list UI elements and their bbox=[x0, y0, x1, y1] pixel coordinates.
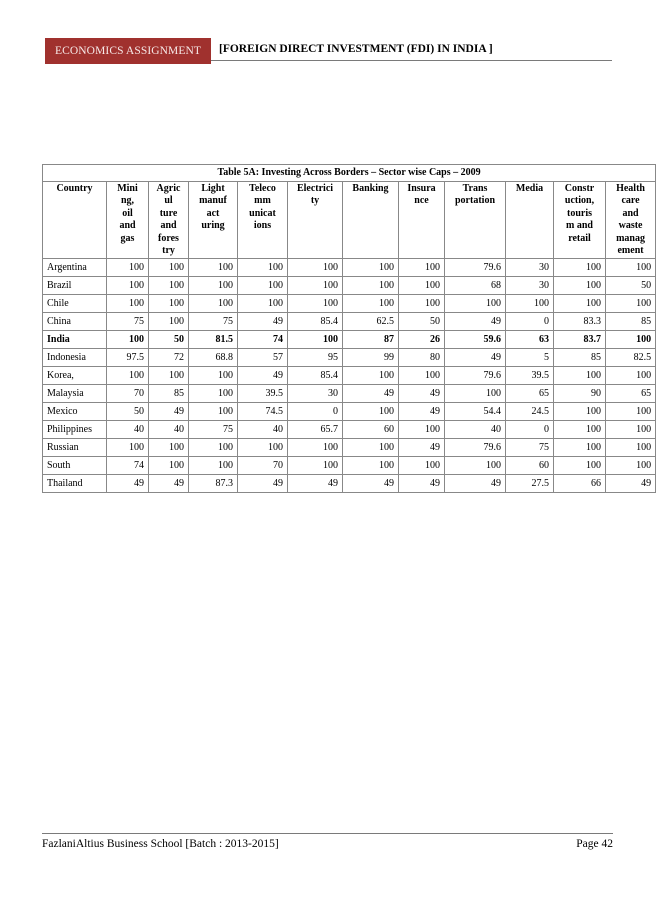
cap-value-cell: 75 bbox=[189, 313, 238, 331]
column-header-line: Electrici bbox=[296, 183, 334, 194]
cap-value-cell: 68 bbox=[445, 277, 506, 295]
cap-value-cell: 100 bbox=[107, 277, 149, 295]
column-header-line: ty bbox=[310, 195, 320, 207]
cap-value-cell: 99 bbox=[343, 349, 399, 367]
cap-value-cell: 100 bbox=[399, 421, 445, 439]
cap-value-cell: 49 bbox=[606, 475, 656, 493]
cap-value-cell: 0 bbox=[288, 403, 343, 421]
column-header-line: touris bbox=[567, 207, 592, 219]
column-header-line: Insura bbox=[407, 183, 436, 194]
country-cell: Chile bbox=[43, 295, 107, 313]
cap-value-cell: 74.5 bbox=[238, 403, 288, 421]
cap-value-cell: 87.3 bbox=[189, 475, 238, 493]
cap-value-cell: 68.8 bbox=[189, 349, 238, 367]
column-header-line: unicat bbox=[249, 207, 276, 219]
cap-value-cell: 95 bbox=[288, 349, 343, 367]
cap-value-cell: 39.5 bbox=[506, 367, 554, 385]
column-header-line: and bbox=[160, 220, 177, 232]
table-row bbox=[43, 367, 656, 385]
cap-value-cell: 100 bbox=[445, 295, 506, 313]
cap-value-cell: 97.5 bbox=[107, 349, 149, 367]
column-header-line: Mini bbox=[117, 183, 138, 194]
cap-value-cell: 65.7 bbox=[288, 421, 343, 439]
cap-value-cell: 40 bbox=[107, 421, 149, 439]
cap-value-cell: 0 bbox=[506, 313, 554, 331]
cap-value-cell: 49 bbox=[399, 403, 445, 421]
cap-value-cell: 100 bbox=[343, 439, 399, 457]
cap-value-cell: 100 bbox=[288, 457, 343, 475]
cap-value-cell: 100 bbox=[554, 457, 606, 475]
cap-value-cell: 49 bbox=[343, 475, 399, 493]
column-header bbox=[445, 182, 506, 259]
cap-value-cell: 100 bbox=[189, 439, 238, 457]
cap-value-cell: 100 bbox=[107, 439, 149, 457]
column-header-line: Constr bbox=[564, 183, 595, 194]
cap-value-cell: 100 bbox=[343, 277, 399, 295]
column-header-line: Media bbox=[515, 183, 544, 194]
table-row bbox=[43, 421, 656, 439]
footer-divider bbox=[42, 833, 613, 834]
cap-value-cell: 75 bbox=[107, 313, 149, 331]
cap-value-cell: 79.6 bbox=[445, 439, 506, 457]
column-header-line: ions bbox=[253, 220, 272, 232]
cap-value-cell: 100 bbox=[399, 259, 445, 277]
country-cell: Indonesia bbox=[43, 349, 107, 367]
column-header bbox=[554, 182, 606, 259]
cap-value-cell: 85.4 bbox=[288, 313, 343, 331]
column-header-line: uring bbox=[201, 220, 225, 232]
cap-value-cell: 30 bbox=[288, 385, 343, 403]
cap-value-cell: 100 bbox=[554, 439, 606, 457]
cap-value-cell: 100 bbox=[189, 385, 238, 403]
cap-value-cell: 100 bbox=[107, 367, 149, 385]
cap-value-cell: 100 bbox=[606, 259, 656, 277]
table-row bbox=[43, 349, 656, 367]
column-header-line: manag bbox=[616, 232, 645, 244]
cap-value-cell: 49 bbox=[238, 475, 288, 493]
cap-value-cell: 0 bbox=[506, 421, 554, 439]
cap-value-cell: 83.3 bbox=[554, 313, 606, 331]
cap-value-cell: 100 bbox=[288, 439, 343, 457]
column-header bbox=[189, 182, 238, 259]
cap-value-cell: 100 bbox=[189, 259, 238, 277]
cap-value-cell: 100 bbox=[445, 385, 506, 403]
cap-value-cell: 49 bbox=[399, 439, 445, 457]
cap-value-cell: 60 bbox=[506, 457, 554, 475]
cap-value-cell: 50 bbox=[606, 277, 656, 295]
cap-value-cell: 100 bbox=[189, 295, 238, 313]
country-cell: Philippines bbox=[43, 421, 107, 439]
cap-value-cell: 100 bbox=[149, 439, 189, 457]
column-header-line: ture bbox=[159, 207, 178, 219]
cap-value-cell: 5 bbox=[506, 349, 554, 367]
cap-value-cell: 83.7 bbox=[554, 331, 606, 349]
table-row bbox=[43, 403, 656, 421]
cap-value-cell: 100 bbox=[399, 295, 445, 313]
cap-value-cell: 57 bbox=[238, 349, 288, 367]
column-header bbox=[43, 182, 107, 259]
country-cell: India bbox=[43, 331, 107, 349]
cap-value-cell: 90 bbox=[554, 385, 606, 403]
column-header-line: try bbox=[162, 245, 175, 257]
cap-value-cell: 100 bbox=[189, 367, 238, 385]
cap-value-cell: 100 bbox=[399, 367, 445, 385]
cap-value-cell: 39.5 bbox=[238, 385, 288, 403]
cap-value-cell: 100 bbox=[149, 295, 189, 313]
column-header-line: Trans bbox=[462, 183, 488, 194]
cap-value-cell: 100 bbox=[149, 277, 189, 295]
country-cell: Argentina bbox=[43, 259, 107, 277]
cap-value-cell: 49 bbox=[445, 349, 506, 367]
cap-value-cell: 80 bbox=[399, 349, 445, 367]
cap-value-cell: 100 bbox=[554, 367, 606, 385]
cap-value-cell: 100 bbox=[238, 277, 288, 295]
cap-value-cell: 100 bbox=[149, 457, 189, 475]
cap-value-cell: 100 bbox=[606, 331, 656, 349]
country-cell: China bbox=[43, 313, 107, 331]
cap-value-cell: 100 bbox=[606, 439, 656, 457]
cap-value-cell: 49 bbox=[238, 367, 288, 385]
column-header-line: and bbox=[622, 207, 639, 219]
column-header-line: waste bbox=[618, 220, 643, 232]
cap-value-cell: 100 bbox=[238, 259, 288, 277]
country-cell: Korea, bbox=[43, 367, 107, 385]
country-cell: Malaysia bbox=[43, 385, 107, 403]
cap-value-cell: 100 bbox=[606, 403, 656, 421]
cap-value-cell: 100 bbox=[554, 295, 606, 313]
cap-value-cell: 100 bbox=[554, 277, 606, 295]
country-cell: Thailand bbox=[43, 475, 107, 493]
cap-value-cell: 79.6 bbox=[445, 367, 506, 385]
column-header bbox=[606, 182, 656, 259]
column-header bbox=[149, 182, 189, 259]
column-header-line: ul bbox=[164, 195, 173, 207]
cap-value-cell: 66 bbox=[554, 475, 606, 493]
cap-value-cell: 100 bbox=[238, 439, 288, 457]
table-row bbox=[43, 475, 656, 493]
cap-value-cell: 62.5 bbox=[343, 313, 399, 331]
column-header-line: retail bbox=[568, 232, 591, 244]
cap-value-cell: 49 bbox=[399, 475, 445, 493]
table-row bbox=[43, 385, 656, 403]
table-caption: Table 5A: Investing Across Borders – Sector wise Caps – 2009 bbox=[43, 165, 656, 182]
table-row bbox=[43, 277, 656, 295]
cap-value-cell: 100 bbox=[107, 331, 149, 349]
cap-value-cell: 63 bbox=[506, 331, 554, 349]
header-section-tag: ECONOMICS ASSIGNMENT bbox=[45, 38, 214, 64]
cap-value-cell: 81.5 bbox=[189, 331, 238, 349]
column-header-line: Country bbox=[56, 183, 93, 194]
cap-value-cell: 100 bbox=[343, 367, 399, 385]
table-body bbox=[43, 259, 656, 493]
cap-value-cell: 70 bbox=[238, 457, 288, 475]
column-header-line: portation bbox=[455, 195, 495, 207]
cap-value-cell: 40 bbox=[445, 421, 506, 439]
column-header-line: Banking bbox=[352, 183, 389, 194]
cap-value-cell: 75 bbox=[506, 439, 554, 457]
cap-value-cell: 59.6 bbox=[445, 331, 506, 349]
cap-value-cell: 70 bbox=[107, 385, 149, 403]
cap-value-cell: 87 bbox=[343, 331, 399, 349]
table-row bbox=[43, 457, 656, 475]
column-header bbox=[107, 182, 149, 259]
cap-value-cell: 100 bbox=[288, 331, 343, 349]
cap-value-cell: 100 bbox=[554, 421, 606, 439]
cap-value-cell: 100 bbox=[107, 295, 149, 313]
table-row bbox=[43, 313, 656, 331]
cap-value-cell: 100 bbox=[149, 259, 189, 277]
cap-value-cell: 60 bbox=[343, 421, 399, 439]
cap-value-cell: 26 bbox=[399, 331, 445, 349]
table-row bbox=[43, 439, 656, 457]
cap-value-cell: 49 bbox=[149, 403, 189, 421]
header-document-title: [FOREIGN DIRECT INVESTMENT (FDI) IN INDIA ] bbox=[219, 43, 493, 55]
column-header-line: care bbox=[621, 195, 640, 207]
cap-value-cell: 100 bbox=[399, 457, 445, 475]
cap-value-cell: 100 bbox=[606, 367, 656, 385]
cap-value-cell: 85.4 bbox=[288, 367, 343, 385]
cap-value-cell: 100 bbox=[149, 367, 189, 385]
cap-value-cell: 50 bbox=[107, 403, 149, 421]
cap-value-cell: 100 bbox=[288, 277, 343, 295]
cap-value-cell: 49 bbox=[238, 313, 288, 331]
cap-value-cell: 100 bbox=[189, 457, 238, 475]
cap-value-cell: 100 bbox=[189, 277, 238, 295]
column-header-line: ng, bbox=[120, 195, 135, 207]
country-cell: Russian bbox=[43, 439, 107, 457]
cap-value-cell: 100 bbox=[288, 259, 343, 277]
column-header bbox=[288, 182, 343, 259]
cap-value-cell: 65 bbox=[506, 385, 554, 403]
cap-value-cell: 49 bbox=[288, 475, 343, 493]
cap-value-cell: 100 bbox=[343, 259, 399, 277]
cap-value-cell: 49 bbox=[107, 475, 149, 493]
column-header-line: gas bbox=[120, 232, 135, 244]
cap-value-cell: 100 bbox=[343, 295, 399, 313]
cap-value-cell: 49 bbox=[399, 385, 445, 403]
cap-value-cell: 75 bbox=[189, 421, 238, 439]
cap-value-cell: 49 bbox=[445, 475, 506, 493]
column-header-line: uction, bbox=[564, 195, 595, 207]
cap-value-cell: 100 bbox=[107, 259, 149, 277]
cap-value-cell: 30 bbox=[506, 277, 554, 295]
cap-value-cell: 100 bbox=[399, 277, 445, 295]
cap-value-cell: 49 bbox=[445, 313, 506, 331]
cap-value-cell: 100 bbox=[506, 295, 554, 313]
column-header-line: and bbox=[119, 220, 136, 232]
country-cell: Brazil bbox=[43, 277, 107, 295]
cap-value-cell: 100 bbox=[343, 403, 399, 421]
cap-value-cell: 100 bbox=[288, 295, 343, 313]
cap-value-cell: 72 bbox=[149, 349, 189, 367]
cap-value-cell: 54.4 bbox=[445, 403, 506, 421]
column-header-line: Health bbox=[616, 183, 645, 194]
column-header-line: manuf bbox=[199, 195, 227, 207]
table-row bbox=[43, 331, 656, 349]
cap-value-cell: 100 bbox=[445, 457, 506, 475]
cap-value-cell: 85 bbox=[554, 349, 606, 367]
cap-value-cell: 100 bbox=[606, 421, 656, 439]
cap-value-cell: 100 bbox=[149, 313, 189, 331]
sector-caps-table bbox=[42, 164, 656, 493]
cap-value-cell: 82.5 bbox=[606, 349, 656, 367]
column-header-line: nce bbox=[414, 195, 429, 207]
cap-value-cell: 100 bbox=[606, 457, 656, 475]
cap-value-cell: 100 bbox=[238, 295, 288, 313]
column-header-line: act bbox=[206, 207, 220, 219]
column-header-line: Light bbox=[201, 183, 225, 194]
footer-school-batch: FazlaniAltius Business School [Batch : 2013-2015] bbox=[42, 838, 279, 850]
cap-value-cell: 100 bbox=[606, 295, 656, 313]
cap-value-cell: 49 bbox=[149, 475, 189, 493]
column-header bbox=[399, 182, 445, 259]
column-header-line: Teleco bbox=[249, 183, 276, 194]
country-cell: Mexico bbox=[43, 403, 107, 421]
cap-value-cell: 50 bbox=[399, 313, 445, 331]
cap-value-cell: 50 bbox=[149, 331, 189, 349]
cap-value-cell: 74 bbox=[238, 331, 288, 349]
column-header-line: Agric bbox=[156, 183, 181, 194]
cap-value-cell: 65 bbox=[606, 385, 656, 403]
column-header-line: mm bbox=[254, 195, 271, 207]
column-header-line: oil bbox=[122, 207, 133, 219]
cap-value-cell: 79.6 bbox=[445, 259, 506, 277]
column-header bbox=[343, 182, 399, 259]
country-cell: South bbox=[43, 457, 107, 475]
column-header-line: m and bbox=[566, 220, 593, 232]
cap-value-cell: 85 bbox=[149, 385, 189, 403]
cap-value-cell: 100 bbox=[343, 457, 399, 475]
cap-value-cell: 30 bbox=[506, 259, 554, 277]
table-header-row bbox=[43, 182, 656, 259]
cap-value-cell: 100 bbox=[554, 259, 606, 277]
column-header bbox=[238, 182, 288, 259]
header-divider bbox=[211, 60, 612, 61]
column-header-line: fores bbox=[158, 232, 179, 244]
table-row bbox=[43, 295, 656, 313]
table-row bbox=[43, 259, 656, 277]
column-header-line: ement bbox=[617, 245, 644, 257]
cap-value-cell: 27.5 bbox=[506, 475, 554, 493]
cap-value-cell: 100 bbox=[554, 403, 606, 421]
cap-value-cell: 85 bbox=[606, 313, 656, 331]
column-header bbox=[506, 182, 554, 259]
cap-value-cell: 49 bbox=[343, 385, 399, 403]
cap-value-cell: 74 bbox=[107, 457, 149, 475]
cap-value-cell: 40 bbox=[149, 421, 189, 439]
cap-value-cell: 100 bbox=[189, 403, 238, 421]
cap-value-cell: 40 bbox=[238, 421, 288, 439]
footer-page-number: Page 42 bbox=[576, 838, 613, 850]
cap-value-cell: 24.5 bbox=[506, 403, 554, 421]
